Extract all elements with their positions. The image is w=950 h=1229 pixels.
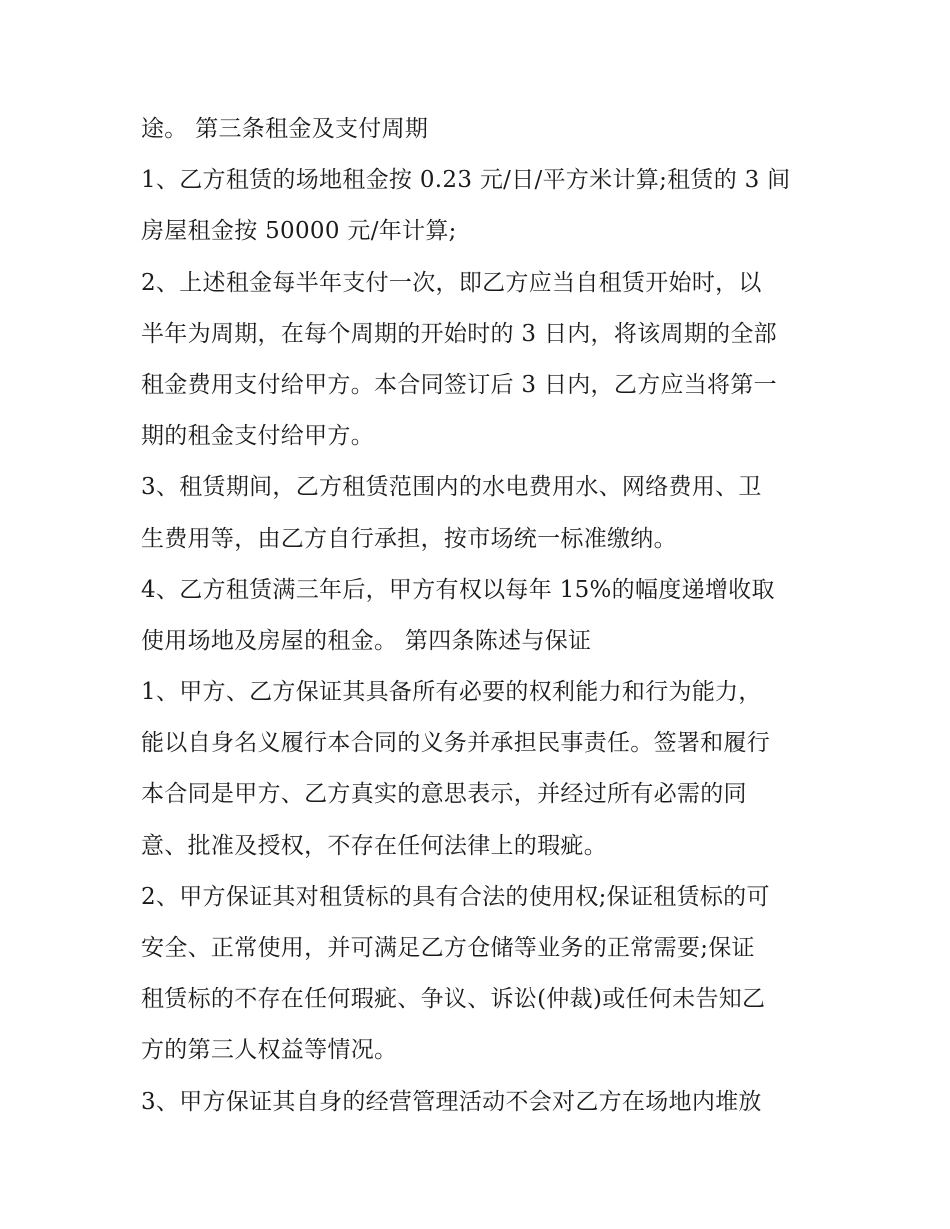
text-line: 途。 第三条租金及支付周期	[141, 116, 429, 142]
text-line: 方的第三人权益等情况。	[141, 1037, 398, 1064]
text-line: 能以自身名义履行本合同的义务并承担民事责任。签署和履行	[141, 730, 771, 757]
text-line: 1、乙方租赁的场地租金按 0.23 元/日/平方米计算;租赁的 3 间	[141, 167, 791, 194]
text-line: 安全、正常使用，并可满足乙方仓储等业务的正常需要;保证	[141, 935, 755, 961]
text-line: 房屋租金按 50000 元/年计算;	[141, 218, 457, 245]
text-line: 3、甲方保证其自身的经营管理活动不会对乙方在场地内堆放	[141, 1088, 762, 1115]
text-line: 期的租金支付给甲方。	[141, 423, 374, 450]
text-line: 租金费用支付给甲方。本合同签订后 3 日内，乙方应当将第一	[141, 371, 777, 398]
text-line: 本合同是甲方、乙方真实的意思表示，并经过所有必需的同	[141, 781, 747, 808]
text-line: 使用场地及房屋的租金。 第四条陈述与保证	[141, 627, 592, 654]
text-line: 意、批准及授权，不存在任何法律上的瑕疵。	[141, 832, 607, 859]
text-line: 1、甲方、乙方保证其具备所有必要的权利能力和行为能力，	[141, 679, 762, 706]
text-line: 3、租赁期间，乙方租赁范围内的水电费用水、网络费用、卫	[141, 474, 762, 501]
document-body	[141, 110, 821, 1134]
text-line: 2、上述租金每半年支付一次，即乙方应当自租赁开始时，以	[141, 269, 762, 296]
text-line: 2、甲方保证其对租赁标的具有合法的使用权;保证租赁标的可	[141, 883, 770, 910]
text-line: 4、乙方租赁满三年后，甲方有权以每年 15%的幅度递增收取	[141, 576, 775, 603]
text-line: 生费用等，由乙方自行承担，按市场统一标准缴纳。	[141, 525, 677, 552]
text-line: 半年为周期，在每个周期的开始时的 3 日内，将该周期的全部	[141, 320, 777, 347]
text-line: 租赁标的不存在任何瑕疵、争议、诉讼(仲裁)或任何未告知乙	[141, 986, 766, 1013]
